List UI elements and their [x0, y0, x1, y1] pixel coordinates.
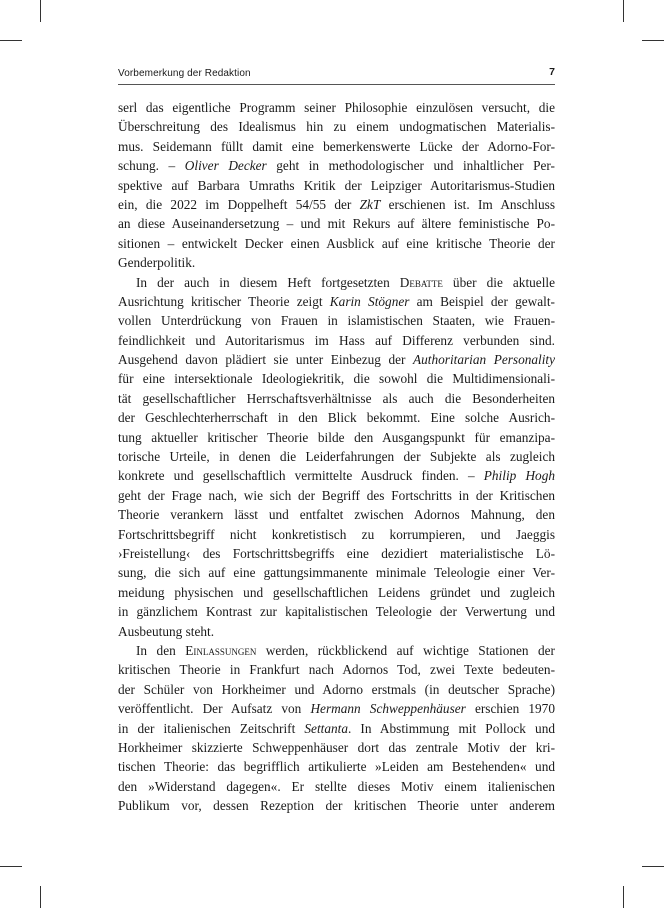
text-line	[118, 408, 555, 427]
text-run: veröffentlicht. Der Aufsatz von	[118, 701, 311, 717]
text-run: an diese Auseinandersetzung – und mit Rekurs auf ältere feministische Po-	[118, 216, 555, 232]
text-run: Publikum vor, dessen Rezeption der kritischen Theorie unter anderem	[118, 798, 555, 814]
text-run: konkrete und gesellschaftlich vermittelte Ausdruck finden. –	[118, 468, 484, 484]
text-line	[118, 428, 555, 447]
text-run: Überschreitung des Idealismus hin zu einem undogmatischen Materialis-	[118, 119, 555, 135]
text-line	[118, 525, 555, 544]
text-run: Ausgehend davon plädiert sie unter Einbezug der	[118, 352, 414, 368]
text-line	[118, 292, 555, 311]
text-line	[118, 757, 555, 776]
text-run: sitionen – entwickelt Decker einen Ausblick auf eine kritische Theorie der	[118, 235, 555, 251]
text-run: am Beispiel der gewalt-	[409, 293, 555, 309]
text-line	[118, 583, 555, 602]
text-run: in gänzlichem Kontrast zur kapitalistischen Teleologie der Verwertung und	[118, 604, 555, 620]
crop-mark	[0, 866, 22, 867]
text-run: meidung physischen und gesellschaftlichen Leidens gründet und zugleich	[118, 584, 555, 600]
text-line	[118, 98, 555, 117]
text-line	[118, 137, 555, 156]
text-run: für eine intersektionale Ideologiekritik, die sowohl die Multidimensionali-	[118, 371, 555, 387]
text-run: feindlichkeit und Autoritarismus im Hass auf Differenz verbunden sind.	[118, 332, 555, 348]
text-run: Theorie verankern lässt und entfaltet zwischen Adornos Mahnung, den	[118, 507, 555, 523]
text-run: schung. –	[118, 158, 185, 174]
page-header	[118, 66, 555, 85]
emphasis-text: Philip Hogh	[483, 468, 555, 484]
emphasis-text: ZkT	[359, 196, 381, 212]
text-run: sung, die sich auf eine gattungsimmanente minimale Teleologie einer Ver-	[118, 565, 555, 581]
running-head: Vorbemerkung der Redaktion	[118, 68, 251, 79]
text-line	[118, 214, 555, 233]
text-line	[118, 486, 555, 505]
page-number: 7	[549, 66, 555, 78]
small-caps-text: Debatte	[399, 274, 443, 290]
text-line	[118, 719, 555, 738]
text-run: Ausbeutung steht.	[118, 623, 215, 639]
text-line	[118, 331, 555, 350]
text-line	[118, 350, 555, 369]
text-run: geht in methodologischer und inhaltlicher Per-	[266, 158, 555, 174]
crop-mark	[642, 866, 664, 867]
text-run: In den	[136, 642, 186, 658]
text-run: kritischen Theorie in Frankfurt nach Adornos Tod, zwei Texte bedeuten-	[118, 662, 555, 678]
text-line	[118, 195, 555, 214]
text-line	[118, 602, 555, 621]
text-run: geht der Frage nach, wie sich der Begriff des Fortschritts in der Kritischen	[118, 487, 555, 503]
crop-mark	[623, 0, 624, 22]
text-run: ein, die 2022 im Doppelheft 54/55 der	[118, 196, 360, 212]
text-run: ›Freistellung‹ des Fortschrittsbegriffs eine dezidiert materialistische Lö-	[118, 545, 555, 561]
text-run: serl das eigentliche Programm seiner Philosophie einzulösen versucht, die	[118, 100, 555, 115]
crop-mark	[623, 886, 624, 908]
text-run: torische Urteile, in denen die Leiderfahrungen der Subjekte als zugleich	[118, 449, 555, 465]
emphasis-text: Hermann Schweppenhäuser	[310, 701, 466, 717]
text-line	[118, 641, 555, 660]
text-line	[118, 622, 555, 641]
body-text	[118, 98, 555, 815]
text-line	[118, 738, 555, 757]
text-run: Genderpolitik.	[118, 255, 196, 271]
small-caps-text: Einlassungen	[185, 642, 257, 658]
text-run: der Geschlechterherrschaft in den Blick bekommt. Eine solche Ausrich-	[118, 410, 555, 426]
text-run: Horkheimer skizzierte Schweppenhäuser dort das zentrale Motiv der kri-	[118, 739, 555, 755]
text-line	[118, 544, 555, 563]
text-line	[118, 369, 555, 388]
text-run: spektive auf Barbara Umraths Kritik der Leipziger Autoritarismus-Studien	[118, 177, 555, 193]
text-run: in der italienischen Zeitschrift	[118, 720, 305, 736]
text-line	[118, 176, 555, 195]
text-line	[118, 505, 555, 524]
text-run: der Schüler von Horkheimer und Adorno erstmals (in deutscher Sprache)	[118, 681, 555, 697]
emphasis-text: Karin Stögner	[329, 293, 410, 309]
emphasis-text: Authoritarian Personality	[413, 352, 555, 368]
text-run: den »Widerstand dagegen«. Er stellte dieses Motiv einem italienischen	[118, 778, 555, 794]
text-run: tischen Theorie: das begrifflich artikulierte »Leiden am Bestehenden« und	[118, 759, 555, 775]
text-run: . In Abstimmung mit Pollock und	[347, 720, 555, 736]
text-run: erschienen ist. Im Anschluss	[380, 196, 555, 212]
text-run: vollen Unterdrückung von Frauen in islamistischen Staaten, wie Frauen-	[118, 313, 555, 329]
text-run: erschien 1970	[465, 701, 555, 717]
text-line	[118, 273, 555, 292]
text-line	[118, 466, 555, 485]
emphasis-text: Oliver Decker	[184, 158, 267, 174]
text-run: tät gesellschaftlicher Herrschaftsverhältnisse als auch die Besonderheiten	[118, 390, 555, 406]
text-run: mus. Seidemann füllt damit eine bemerkenswerte Lücke der Adorno-For-	[118, 138, 555, 154]
text-line	[118, 117, 555, 136]
crop-mark	[40, 0, 41, 22]
text-line	[118, 311, 555, 330]
crop-mark	[642, 40, 664, 41]
text-run: Ausrichtung kritischer Theorie zeigt	[118, 293, 330, 309]
text-run: werden, rückblickend auf wichtige Stationen der	[256, 642, 555, 658]
text-line	[118, 660, 555, 679]
text-line	[118, 447, 555, 466]
text-run: Fortschrittsbegriff nicht konkretistisch zu korrumpieren, und Jaeggis	[118, 526, 555, 542]
text-run: über die aktuelle	[442, 274, 555, 290]
text-line	[118, 253, 555, 272]
crop-mark	[0, 40, 22, 41]
text-line	[118, 563, 555, 582]
crop-mark	[40, 886, 41, 908]
text-line	[118, 234, 555, 253]
text-line	[118, 777, 555, 796]
emphasis-text: Settanta	[304, 720, 348, 736]
text-run: In der auch in diesem Heft fortgesetzten	[136, 274, 400, 290]
text-run: tung aktueller kritischer Theorie bilde den Ausgangspunkt für emanzipa-	[118, 429, 555, 445]
text-line	[118, 699, 555, 718]
text-line	[118, 389, 555, 408]
text-line	[118, 796, 555, 815]
text-line	[118, 156, 555, 175]
text-line	[118, 680, 555, 699]
